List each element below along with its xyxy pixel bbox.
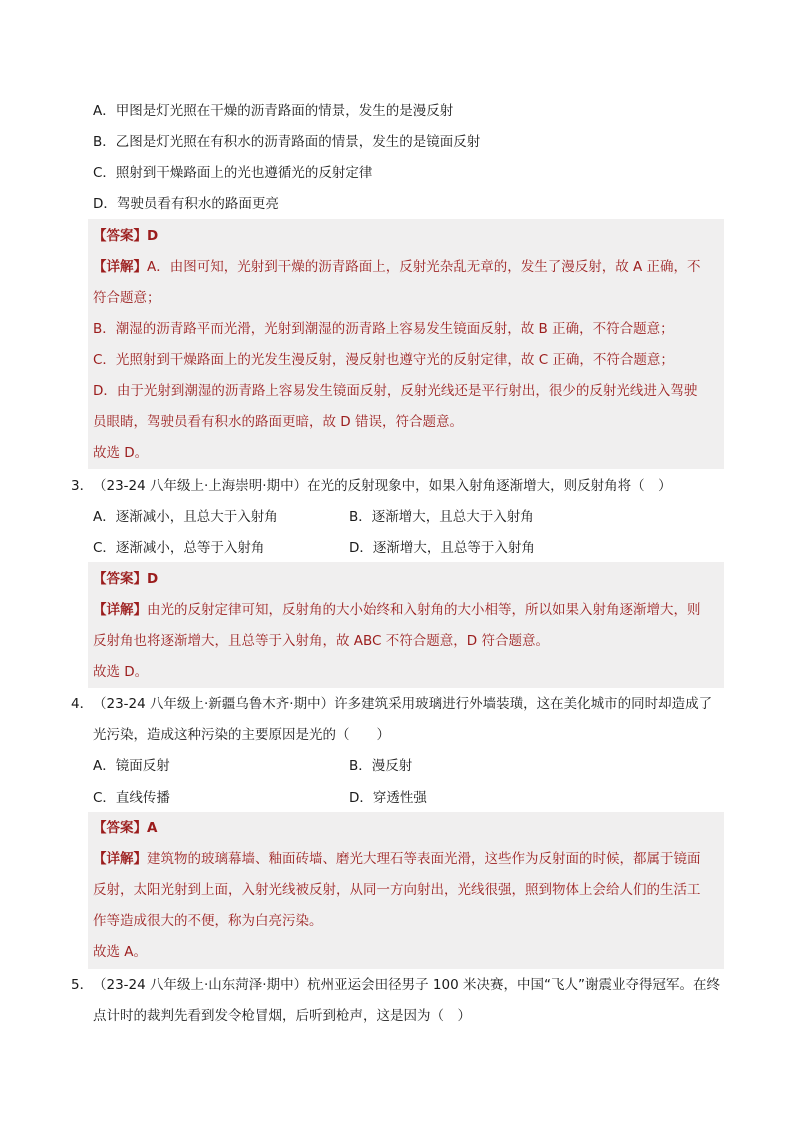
q2-answer — [93, 226, 158, 246]
q2-option-b: B．乙图是灯光照在有积水的沥青路面的情景，发生的是镜面反射 — [93, 134, 481, 150]
q3-number: 3． — [71, 478, 94, 494]
detail-text: 建筑物的玻璃幕墙、釉面砖墙、磨光大理石等表面光滑，这些作为反射面的时候，都属于镜面 — [147, 851, 701, 867]
q3-option-b: B．逐渐增大，且总大于入射角 — [349, 509, 534, 525]
q3-detail-line — [93, 600, 701, 620]
q3-option-c: C．逐渐减小，总等于入射角 — [93, 540, 265, 556]
q4-option-a: A．镜面反射 — [93, 758, 170, 774]
answer-tag: 【答案】 — [93, 571, 147, 587]
q4-number: 4． — [71, 696, 94, 712]
q2-detail-line: C．光照射到干燥路面上的光发生漫反射，漫反射也遵守光的反射定律，故 C 正确，不符合题意； — [93, 352, 674, 368]
q3-option-a: A．逐渐减小，且总大于入射角 — [93, 509, 278, 525]
q2-option-d: D．驾驶员看有积水的路面更亮 — [93, 196, 279, 212]
answer-tag: 【答案】 — [93, 228, 147, 244]
q2-detail-line: B．潮湿的沥青路平而光滑，光射到潮湿的沥青路上容易发生镜面反射，故 B 正确，不符合题意； — [93, 321, 674, 337]
q5-stem-line: 点计时的裁判先看到发令枪冒烟，后听到枪声，这是因为（ ） — [93, 1008, 471, 1024]
q4-answer — [93, 818, 157, 838]
q3-answer — [93, 569, 158, 589]
answer-value: A — [147, 820, 158, 836]
q4-stem-line: 光污染，造成这种污染的主要原因是光的（ ） — [93, 727, 390, 743]
q2-option-a: A．甲图是灯光照在干燥的沥青路面的情景，发生的是漫反射 — [93, 103, 454, 119]
q2-detail-line — [93, 257, 701, 277]
answer-value: D — [147, 228, 159, 244]
q2-detail-line: D．由于光射到潮湿的沥青路上容易发生镜面反射，反射光线还是平行射出，很少的反射光线进入驾驶 — [93, 383, 698, 399]
q5-stem-line: （23-24 八年级上·山东菏泽·期中）杭州亚运会田径男子 100 米决赛，中国“飞人”谢震业夺得冠军。在终 — [93, 977, 720, 993]
q4-detail-line: 作等造成很大的不便，称为白亮污染。 — [93, 913, 323, 929]
q2-conclusion: 故选 D。 — [93, 445, 149, 461]
detail-tag: 【详解】 — [93, 259, 147, 275]
q4-option-b: B．漫反射 — [349, 758, 413, 774]
detail-text: A．由图可知，光射到干燥的沥青路面上，反射光杂乱无章的，发生了漫反射，故 A 正确，不 — [147, 259, 701, 275]
q3-detail-line: 反射角也将逐渐增大，且总等于入射角，故 ABC 不符合题意，D 符合题意。 — [93, 633, 549, 649]
q4-option-c: C．直线传播 — [93, 790, 170, 806]
q4-conclusion: 故选 A。 — [93, 944, 148, 960]
q3-conclusion: 故选 D。 — [93, 664, 149, 680]
q3-option-d: D．逐渐增大，且总等于入射角 — [349, 540, 535, 556]
q3-stem: （23-24 八年级上·上海崇明·期中）在光的反射现象中，如果入射角逐渐增大，则反射角将（ ） — [93, 478, 672, 494]
q5-number: 5． — [71, 977, 94, 993]
q4-option-d: D．穿透性强 — [349, 790, 427, 806]
detail-text: 由光的反射定律可知，反射角的大小始终和入射角的大小相等，所以如果入射角逐渐增大，则 — [147, 602, 701, 618]
q2-detail-line: 员眼睛，驾驶员看有积水的路面更暗，故 D 错误，符合题意。 — [93, 414, 463, 430]
answer-tag: 【答案】 — [93, 820, 147, 836]
q4-detail-line: 反射，太阳光射到上面，入射光线被反射，从同一方向射出，光线很强，照到物体上会给人们的生活工 — [93, 882, 701, 898]
q2-detail-line: 符合题意； — [93, 290, 161, 306]
answer-value: D — [147, 571, 159, 587]
q2-option-c: C．照射到干燥路面上的光也遵循光的反射定律 — [93, 165, 373, 181]
q4-detail-line — [93, 849, 701, 869]
q3-answer-box — [88, 562, 724, 688]
q4-stem-line: （23-24 八年级上·新疆乌鲁木齐·期中）许多建筑采用玻璃进行外墙装璜，这在美化城市的同时却造成了 — [93, 696, 713, 712]
detail-tag: 【详解】 — [93, 851, 147, 867]
detail-tag: 【详解】 — [93, 602, 147, 618]
